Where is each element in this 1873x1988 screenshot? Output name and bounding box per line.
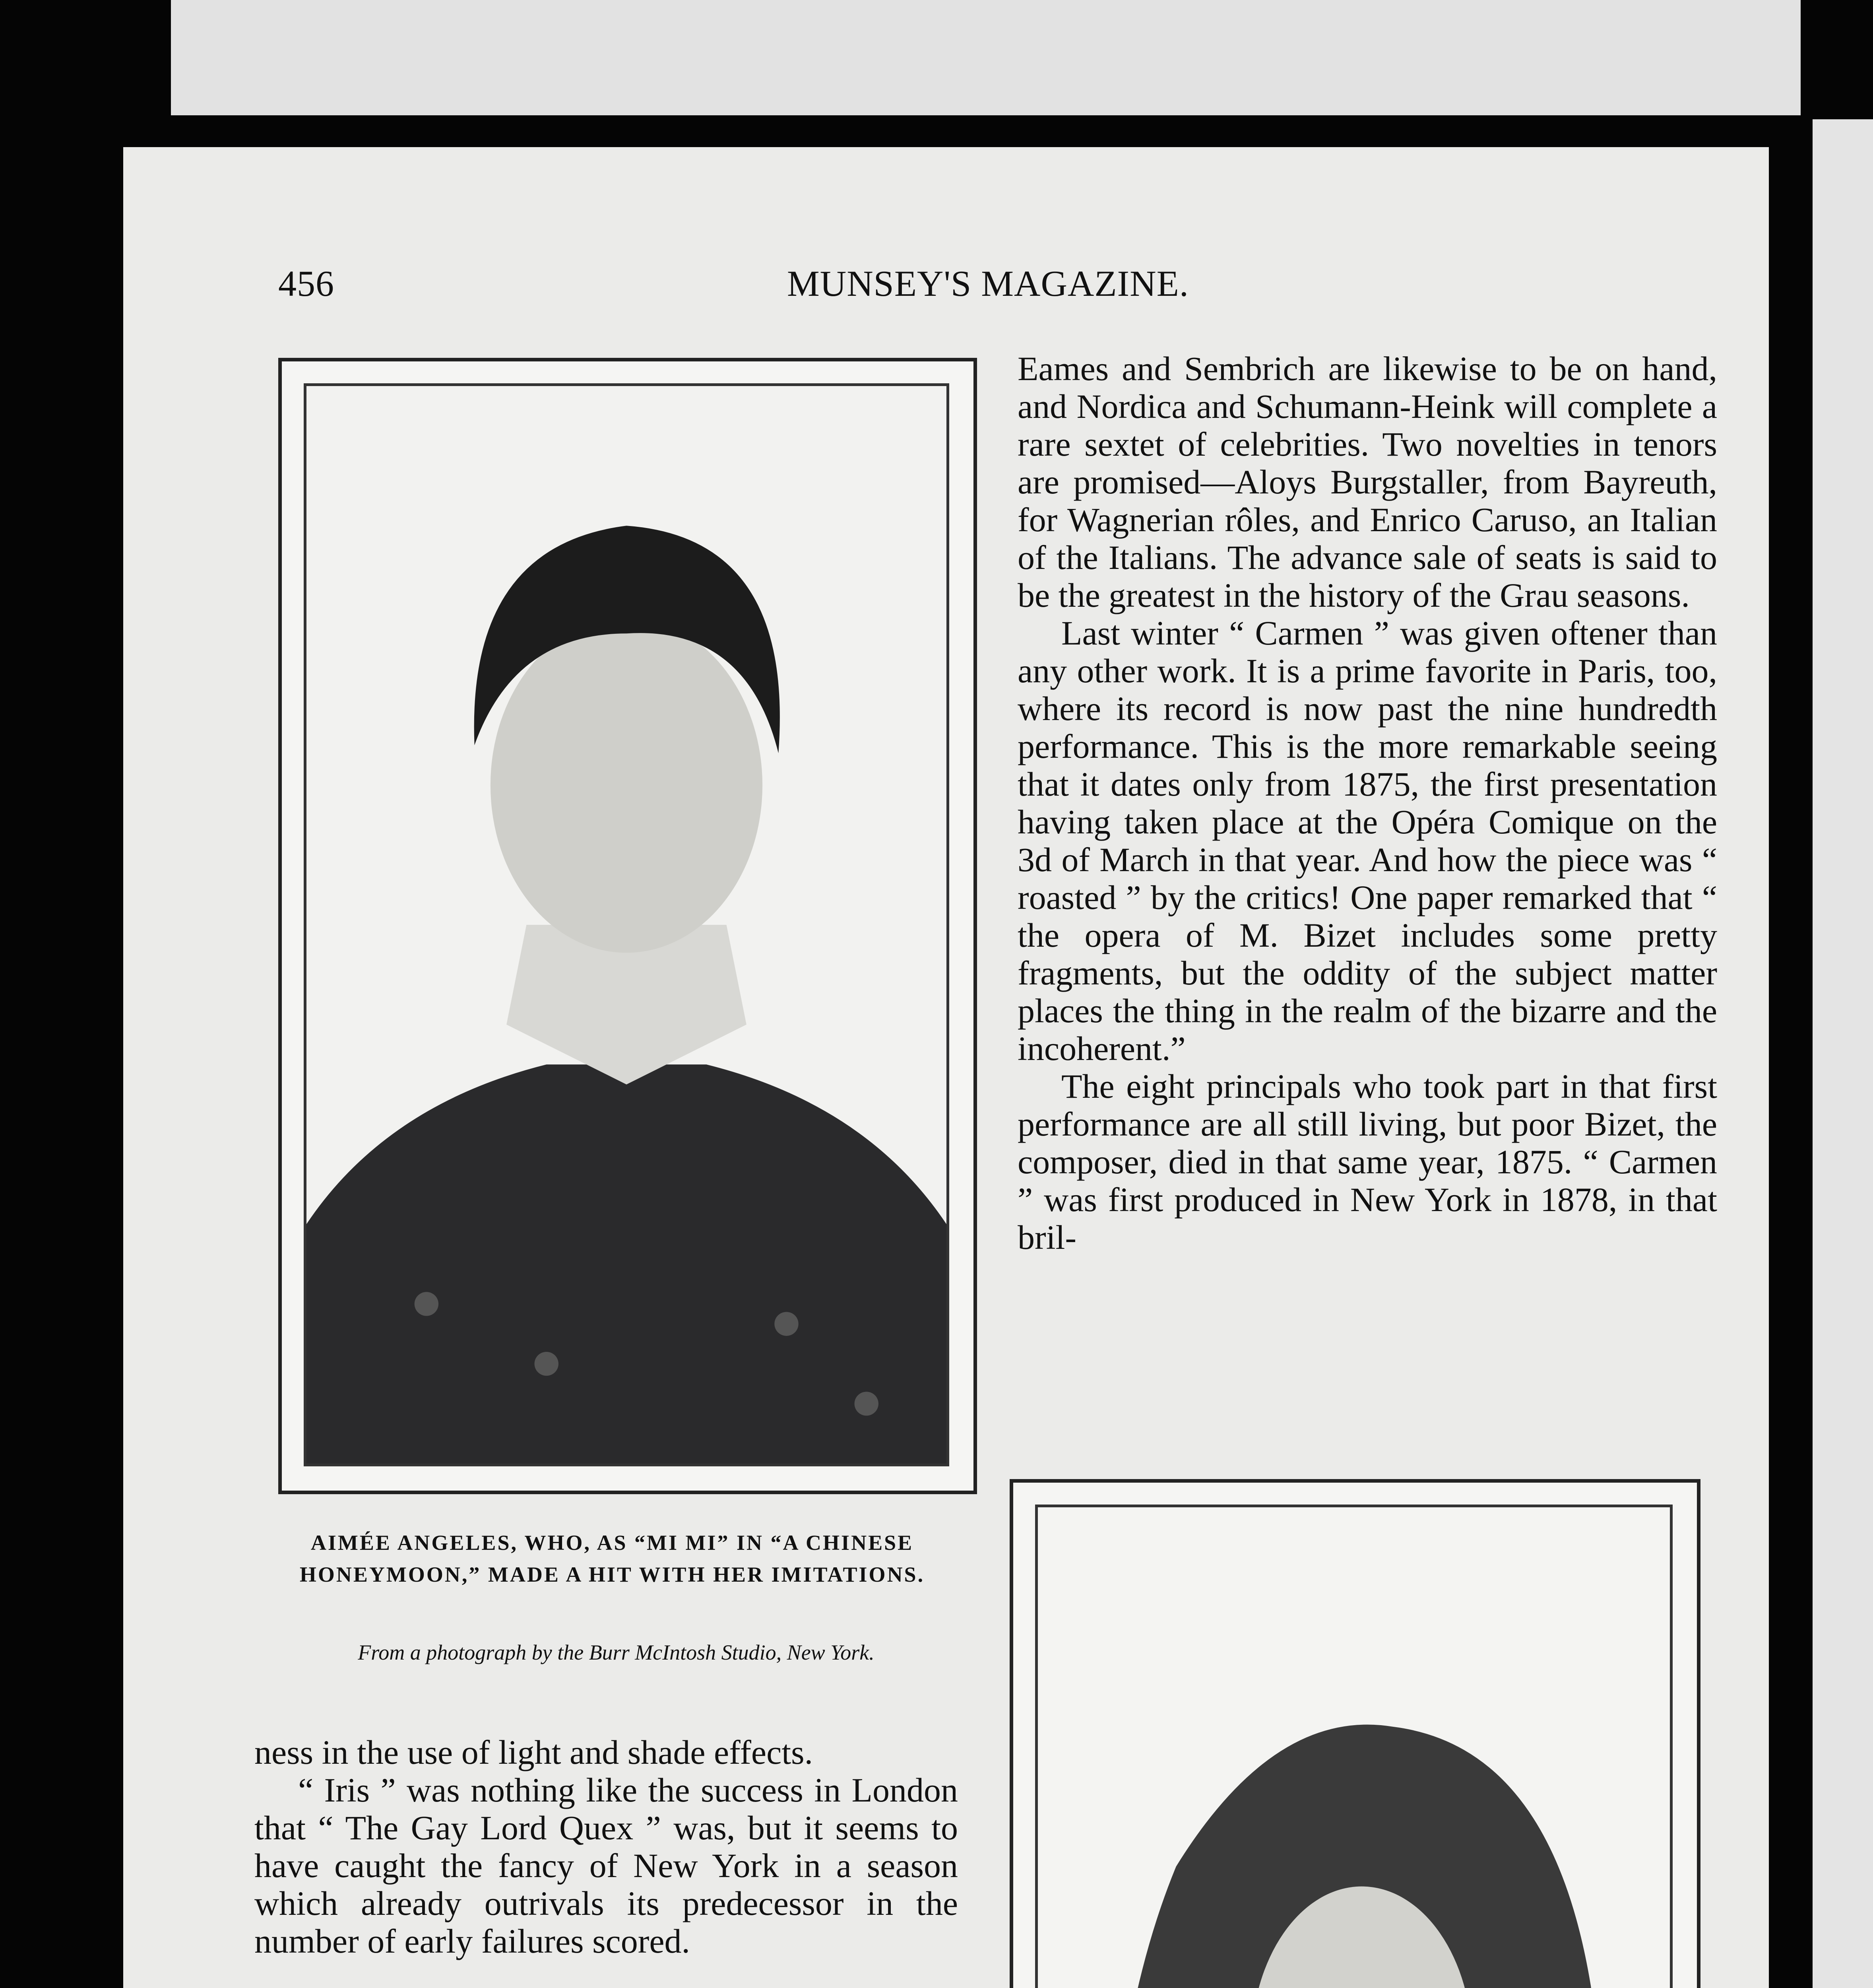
photo-aimee-angeles xyxy=(304,383,949,1466)
portrait-image xyxy=(306,386,946,1464)
paragraph: Eames and Sembrich are likewise to be on hand, and Nordica and Schumann-Heink will complete a rare sextet of celebrities. Two novelties in tenors are promised—Aloys Burgstaller, from Bayreuth, for Wagnerian rôles, and Enrico Caruso, an Italian of the Italians. The advance sale of seats is said to be the greatest in the history of the Grau seasons. xyxy=(1018,349,1717,614)
portrait-image xyxy=(1038,1507,1670,1988)
previous-page-strip xyxy=(171,0,1801,115)
photo-nena-blake xyxy=(1035,1505,1673,1988)
paragraph: Last winter “ Carmen ” was given oftener than any other work. It is a prime favorite in Paris, too, where its record is now past the nine hundredth performance. This is the more remarkable seeing that it dates only from 1875, the first presentation having taken place at the Opéra Comique on the 3d of March in that year. And how the piece was “ roasted ” by the critics! One paper remarked that “ the opera of M. Bizet includes some pretty fragments, but the oddity of the subject matter places the thing in the realm of the bizarre and the incoherent.” xyxy=(1018,614,1717,1068)
photo-frame-nena-blake xyxy=(1010,1479,1700,1988)
paragraph: “ Iris ” was nothing like the success in London that “ The Gay Lord Quex ” was, but it seems to have caught the fancy of New York in a season which already outrivals its predecessor in the number of early failures scored. xyxy=(254,1771,958,1960)
running-head: MUNSEY'S MAGAZINE. xyxy=(787,263,1189,304)
paragraph: ness in the use of light and shade effects. xyxy=(254,1733,813,1771)
photo-frame-aimee-angeles xyxy=(278,358,977,1494)
figure-caption: AIMÉE ANGELES, WHO, AS “MI MI” IN “A CHINESE HONEYMOON,” MADE A HIT WITH HER IMITATIONS. xyxy=(299,1531,925,1586)
page-number: 456 xyxy=(278,263,334,304)
paragraph: The eight principals who took part in that first performance are all still living, but poor Bizet, the composer, died in that same year, 1875. “ Carmen ” was first produced in New York in 1878, in that bril- xyxy=(1018,1067,1717,1256)
next-page-edge xyxy=(1813,119,1873,1988)
right-column-text xyxy=(1018,350,1717,1256)
photo-credit: From a photograph by the Burr McIntosh Studio, New York. xyxy=(358,1640,874,1664)
left-column-text xyxy=(254,1734,958,1960)
